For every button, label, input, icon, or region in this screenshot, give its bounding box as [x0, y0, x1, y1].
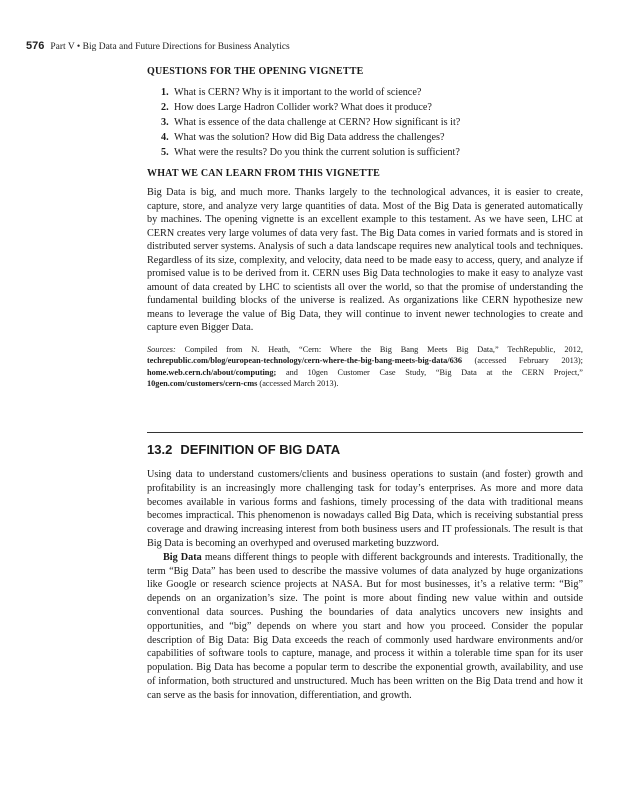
- source-link[interactable]: 10gen.com/customers/cern-cms: [147, 379, 258, 388]
- question-item: 3. What is essence of the data challenge at CERN? How significant is it?: [161, 117, 461, 128]
- learn-paragraph: Big Data is big, and much more. Thanks largely to the technological advances, it is easier to create, capture, store, and analyze very large quantities of data. Most of the Big Data is generated automatically by machines. The opening vignette is an excellent example to this testament. As we have seen, LHC at CERN creates very large volumes of data very fast. The Big Data comes in varied formats and is stored in distributed server systems. Analysis of such a data landscape requires new analytical tools and techniques. Regardless of its size, complexity, and velocity, data need to be made easy to access, query, and analyze if promised value is to be derived from it. CERN uses Big Data technologies to make it easy to analyze vast amount of data created by LHC to scientists all over the world, so that the promise of understanding the fundamental building blocks of the universe is realized. As organizations like CERN hypothesize new means to leverage the value of Big Data, they will continue to invent newer technologies to create and capture even Bigger Data.: [147, 187, 583, 333]
- key-term: Big Data: [163, 551, 202, 563]
- section-paragraph: Using data to understand customers/clients and business operations to sustain (and foster) growth and profitability is an increasingly more challenging task for today’s enterprises. As more and more data becomes available in various forms and fashions, timely processing of the data with traditional means becomes impractical. This phenomenon is nowadays called Big Data, which is receiving substantial press coverage and drawing increasing interest from both business users and IT professionals. The result is that Big Data is becoming an overhyped and overused marketing buzzword.: [147, 469, 583, 549]
- section-13-2: [147, 438, 583, 703]
- section-title: DEFINITION OF BIG DATA: [180, 442, 341, 457]
- section-heading: [147, 442, 583, 458]
- source-link[interactable]: home.web.cern.ch/about/computing;: [147, 367, 277, 377]
- section-paragraph: Big Data means different things to people with different backgrounds and interests. Traditionally, the term “Big Data” has been used to describe the massive volumes of data analyzed by huge organizations like Google or research science projects at NASA. But for most businesses, it’s a relative term: “Big” depends on an organization’s size. The point is more about finding new value within and outside conventional data sources. Pushing the boundaries of data analytics uncovers new insights and opportunities, and “big” depends on where you start and how you proceed. Consider the popular description of Big Data: Big Data exceeds the reach of commonly used hardware environments and/or capabilities of software tools to capture, manage, and process it within a tolerable time span for its user population. Big Data has become a popular term to describe the exponential growth, availability, and use of information, both structured and unstructured. Much has been written on the Big Data trend and how it can serve as the basis for innovation, differentiation, and growth.: [147, 551, 583, 701]
- source-link[interactable]: techrepublic.com/blog/european-technology/cern-where-the-big-bang-meets-big-data/636: [147, 356, 463, 365]
- section-divider: [147, 432, 583, 433]
- learn-heading: WHAT WE CAN LEARN FROM THIS VIGNETTE: [147, 168, 380, 179]
- questions-list: [161, 85, 583, 160]
- question-item: 5. What were the results? Do you think the current solution is sufficient?: [161, 147, 460, 158]
- running-title: Part V • Big Data and Future Directions for Business Analytics: [50, 42, 290, 52]
- vignette-box: [147, 60, 583, 390]
- page-number: 576: [26, 40, 45, 52]
- section-number: 13.2: [147, 442, 173, 457]
- running-header: [26, 40, 610, 53]
- sources-note: Sources: Compiled from N. Heath, “Cern: Where the Big Bang Meets Big Data,” TechRepublic, 2012, techrepublic.com/blog/european-technology/cern-where-the-big-bang-meets-big-data/636 (accessed February 2013); home.web.cern.ch/about/computing; and 10gen Customer Case Study, “Big Data at the CERN Project,” 10gen.com/customers/cern-cms (accessed March 2013).: [147, 344, 583, 388]
- question-item: 4. What was the solution? How did Big Data address the challenges?: [161, 132, 445, 143]
- question-item: 2. How does Large Hadron Collider work? What does it produce?: [161, 102, 432, 113]
- questions-heading: QUESTIONS FOR THE OPENING VIGNETTE: [147, 66, 364, 77]
- question-item: 1. What is CERN? Why is it important to the world of science?: [161, 87, 422, 98]
- sources-label: Sources:: [147, 344, 176, 354]
